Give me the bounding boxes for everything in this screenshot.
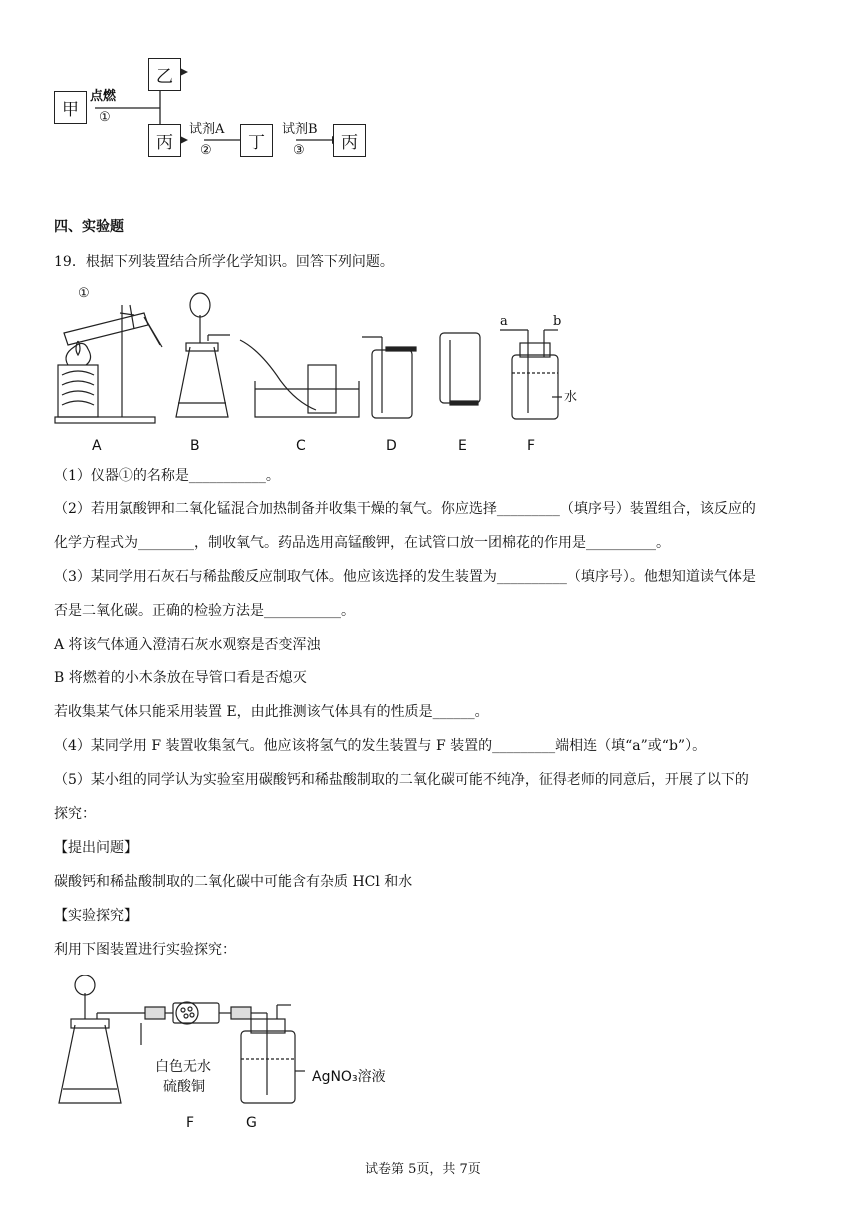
q19-part3-line1: （3）某同学用石灰石与稀盐酸反应制取气体。他应该选择的发生装置为__________（填序号）。他想知道读气体是: [54, 569, 756, 585]
flow-label-reagent-a: 试剂A: [189, 122, 225, 137]
question-text: 碳酸钙和稀盐酸制取的二氧化碳中可能含有杂质 HCl 和水: [54, 874, 413, 890]
flow-box-start: 甲: [54, 91, 87, 124]
flow-box-mid1: 丙: [148, 124, 181, 157]
q19-part3-line3: 若收集某气体只能采用装置 E，由此推测该气体具有的性质是______。: [54, 704, 489, 720]
experiment-figure: [55, 975, 395, 1110]
q19-part1: （1）仪器①的名称是___________。: [54, 468, 280, 484]
q19-part3-line2: 否是二氧化碳。正确的检验方法是___________。: [54, 603, 355, 619]
flow-label-ignite: 点燃: [90, 89, 117, 104]
label-cuso4-line1: 白色无水: [155, 1059, 211, 1075]
section-title: 四、实验题: [54, 219, 124, 235]
figure-label-G: G: [246, 1115, 257, 1131]
apparatus-marker-1: ①: [78, 286, 90, 301]
apparatus-label-water: 水: [564, 390, 578, 405]
q19-part2-line1: （2）若用氯酸钾和二氧化锰混合加热制备并收集干燥的氧气。你应选择_________（填序号）装置组合，该反应的: [54, 501, 756, 517]
heading-question: 【提出问题】: [54, 840, 138, 856]
q19-part5-line2: 探究：: [54, 806, 96, 822]
flow-box-top: 乙: [148, 58, 181, 91]
heading-explore: 【实验探究】: [54, 908, 138, 924]
flow-label-reagent-b: 试剂B: [282, 122, 318, 137]
label-agno3: AgNO₃溶液: [312, 1069, 386, 1085]
figure-label-F: F: [186, 1115, 195, 1131]
explore-text: 利用下图装置进行实验探究：: [54, 942, 236, 958]
apparatus-label-C: C: [296, 438, 306, 454]
flow-label-step2: ②: [200, 143, 212, 158]
question-19-stem: 19．根据下列装置结合所学化学知识。回答下列问题。: [54, 254, 394, 270]
flow-label-step1: ①: [99, 110, 111, 125]
q19-option-b: B 将燃着的小木条放在导管口看是否熄灭: [54, 670, 307, 686]
apparatus-label-A: A: [92, 438, 102, 454]
label-cuso4-line2: 硫酸铜: [163, 1079, 205, 1095]
apparatus-figure: [50, 285, 590, 430]
page-footer: 试卷第 5页，共 7页: [365, 1162, 481, 1177]
apparatus-label-a: a: [500, 314, 508, 329]
apparatus-label-D: D: [386, 438, 397, 454]
flow-box-mid3: 丙: [333, 124, 366, 157]
q19-part2-line2: 化学方程式为________，制收氧气。药品选用高锰酸钾，在试管口放一团棉花的作用是__________。: [54, 535, 670, 551]
q19-option-a: A 将该气体通入澄清石灰水观察是否变浑浊: [54, 637, 321, 653]
apparatus-label-b: b: [553, 314, 562, 329]
apparatus-label-B: B: [190, 438, 200, 454]
apparatus-label-F: F: [527, 438, 536, 454]
q19-part4: （4）某同学用 F 装置收集氢气。他应该将氢气的发生装置与 F 装置的_________端相连（填“a”或“b”）。: [54, 738, 707, 754]
flow-label-step3: ③: [293, 143, 305, 158]
flow-box-mid2: 丁: [240, 124, 273, 157]
q19-part5-line1: （5）某小组的同学认为实验室用碳酸钙和稀盐酸制取的二氧化碳可能不纯净，征得老师的同意后，开展了以下的: [54, 772, 749, 788]
apparatus-label-E: E: [458, 438, 467, 454]
